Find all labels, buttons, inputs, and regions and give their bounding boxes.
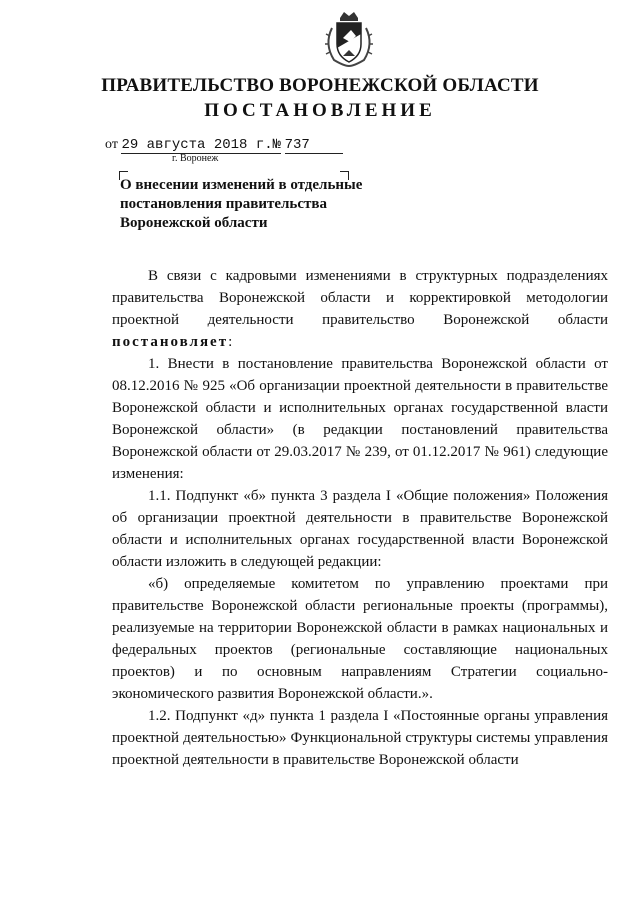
number-prefix: № <box>272 137 282 153</box>
paragraph-1-2: 1.2. Подпункт «д» пункта 1 раздела I «Постоянные органы управления проектной деятельностью» Функциональной структуры системы управления проектной деятельности в правительстве Воронежской области <box>112 708 608 768</box>
document-body <box>112 265 608 771</box>
document-date: 29 августа 2018 г. <box>121 137 273 153</box>
paragraph-1-1: 1.1. Подпункт «б» пункта 3 раздела I «Общие положения» Положения об организации проектной деятельности в правительстве Воронежской области и исполнительных органах государственной власти Воронежской области изложить в следующей редакции: <box>112 488 608 570</box>
subject-line: постановления правительства <box>120 196 327 212</box>
government-title: ПРАВИТЕЛЬСТВО ВОРОНЕЖСКОЙ ОБЛАСТИ <box>101 75 539 96</box>
decree-colon: : <box>228 334 233 350</box>
document-number: 737 <box>285 138 343 154</box>
document-type-title: ПОСТАНОВЛЕНИЕ <box>204 100 436 121</box>
paragraph-1: 1. Внести в постановление правительства Воронежской области от 08.12.2016 № 925 «Об организации проектной деятельности в правительстве Воронежской области и исполнительных органах государственной власти Воронежской области» (в редакции постановлений правительства Воронежской области от 29.03.2017 № 239, от 01.12.2017 № 961) следующие изменения: <box>112 356 608 482</box>
coat-of-arms-emblem <box>320 8 378 70</box>
intro-text: В связи с кадровыми изменениями в структурных подразделениях правительства Воронежской области и корректировкой методологии проектной деятельности правительство Воронежской области <box>112 268 608 328</box>
intro-paragraph <box>112 265 608 353</box>
decree-word: постановляет <box>112 334 229 350</box>
date-prefix: от <box>105 137 118 152</box>
subject-line: О внесении изменений в отдельные <box>120 177 363 193</box>
city-label: г. Воронеж <box>172 153 219 164</box>
quoted-subparagraph-b: «б) определяемые комитетом по управлению проектами при правительстве Воронежской области региональные проекты (программы), реализуемые на территории Воронежской области в рамках национальных и федеральных проектов (региональные составляющие национальных проектов) и по основным направлениям Стратегии социально-экономического развития Воронежской области.». <box>112 576 608 702</box>
document-subject <box>120 176 380 233</box>
date-number-line <box>105 137 343 154</box>
subject-line: Воронежской области <box>120 215 268 231</box>
